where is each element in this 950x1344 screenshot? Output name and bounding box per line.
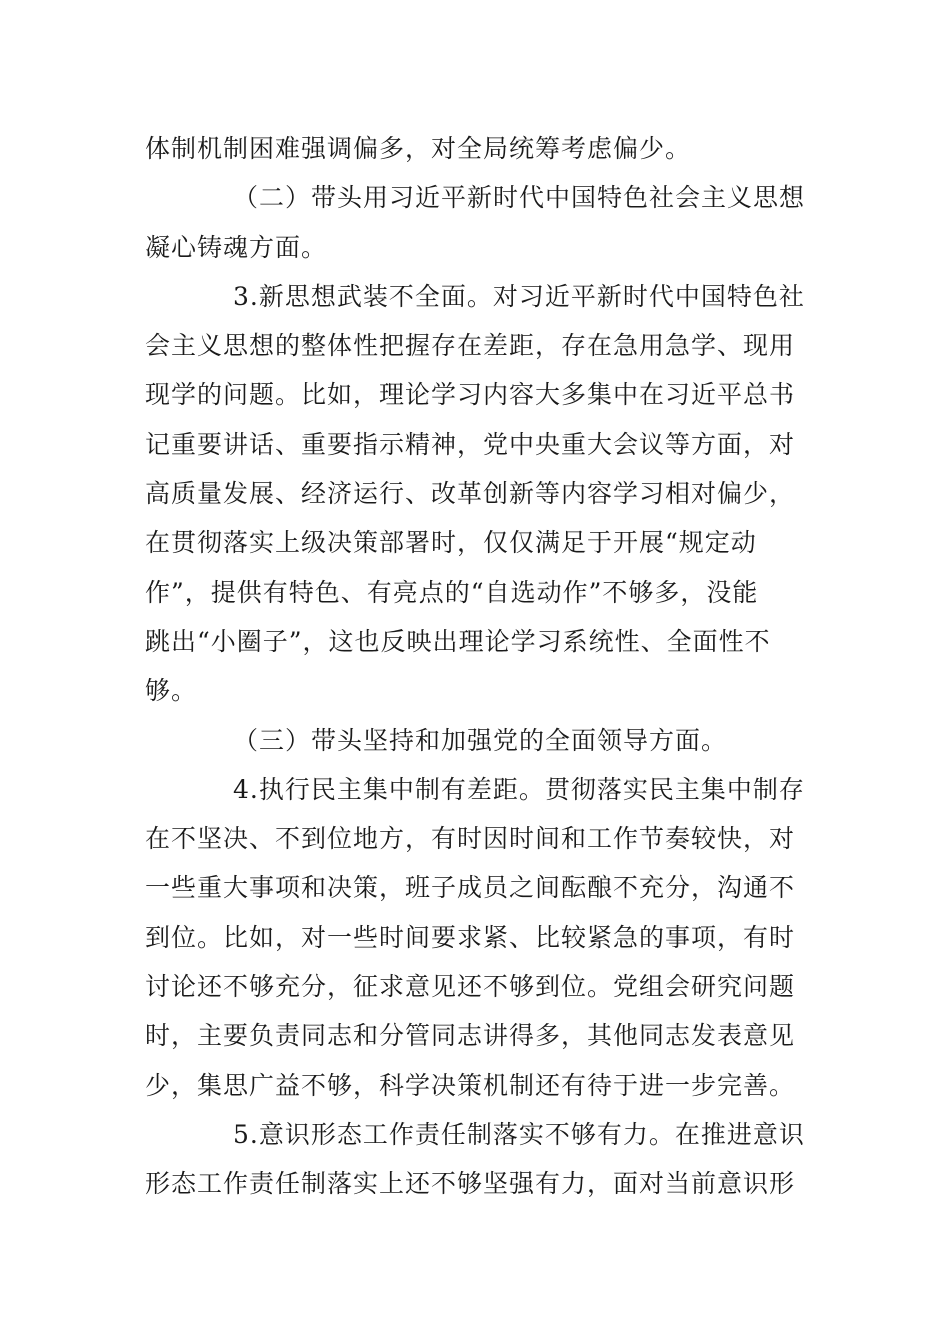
item-heading-3: 3.新思想武装不全面。对习近平新时代中国特色社 [233,281,805,311]
text-line: 凝心铸魂方面。 [145,232,328,262]
text-line: 高质量发展、经济运行、改革创新等内容学习相对偏少， [145,479,796,509]
item-heading-4: 4.执行民主集中制有差距。贯彻落实民主集中制存 [233,774,805,804]
text-line: 在不坚决、不到位地方，有时因时间和工作节奏较快，对 [145,824,796,854]
text-line: 一些重大事项和决策，班子成员之间酝酿不充分，沟通不 [145,873,796,903]
text-line: 讨论还不够充分，征求意见还不够到位。党组会研究问题 [145,972,796,1002]
item-heading-5: 5.意识形态工作责任制落实不够有力。在推进意识 [233,1119,805,1149]
text-line: 在贯彻落实上级决策部署时，仅仅满足于开展“规定动 [145,528,757,558]
body-text [145,124,810,1209]
text-line: 够。 [145,676,198,706]
text-line: 作”，提供有特色、有亮点的“自选动作”不够多，没能 [145,577,759,607]
text-line: 到位。比如，对一些时间要求紧、比较紧急的事项，有时 [145,922,796,952]
text-line: 少，集思广益不够，科学决策机制还有待于进一步完善。 [145,1070,796,1100]
text-line: 现学的问题。比如，理论学习内容大多集中在习近平总书 [145,380,796,410]
section-heading-3: （三）带头坚持和加强党的全面领导方面。 [233,725,728,755]
text-line: 体制机制困难强调偏多，对全局统筹考虑偏少。 [145,134,692,163]
text-line: 记重要讲话、重要指示精神，党中央重大会议等方面，对 [145,429,796,459]
text-line: 时，主要负责同志和分管同志讲得多，其他同志发表意见 [145,1021,796,1051]
text-line: 形态工作责任制落实上还不够坚强有力，面对当前意识形 [145,1169,796,1199]
section-heading-2: （二）带头用习近平新时代中国特色社会主义思想 [233,183,806,213]
text-line: 会主义思想的整体性把握存在差距，存在急用急学、现用 [145,331,796,361]
text-line: 跳出“小圈子”，这也反映出理论学习系统性、全面性不 [145,626,771,656]
